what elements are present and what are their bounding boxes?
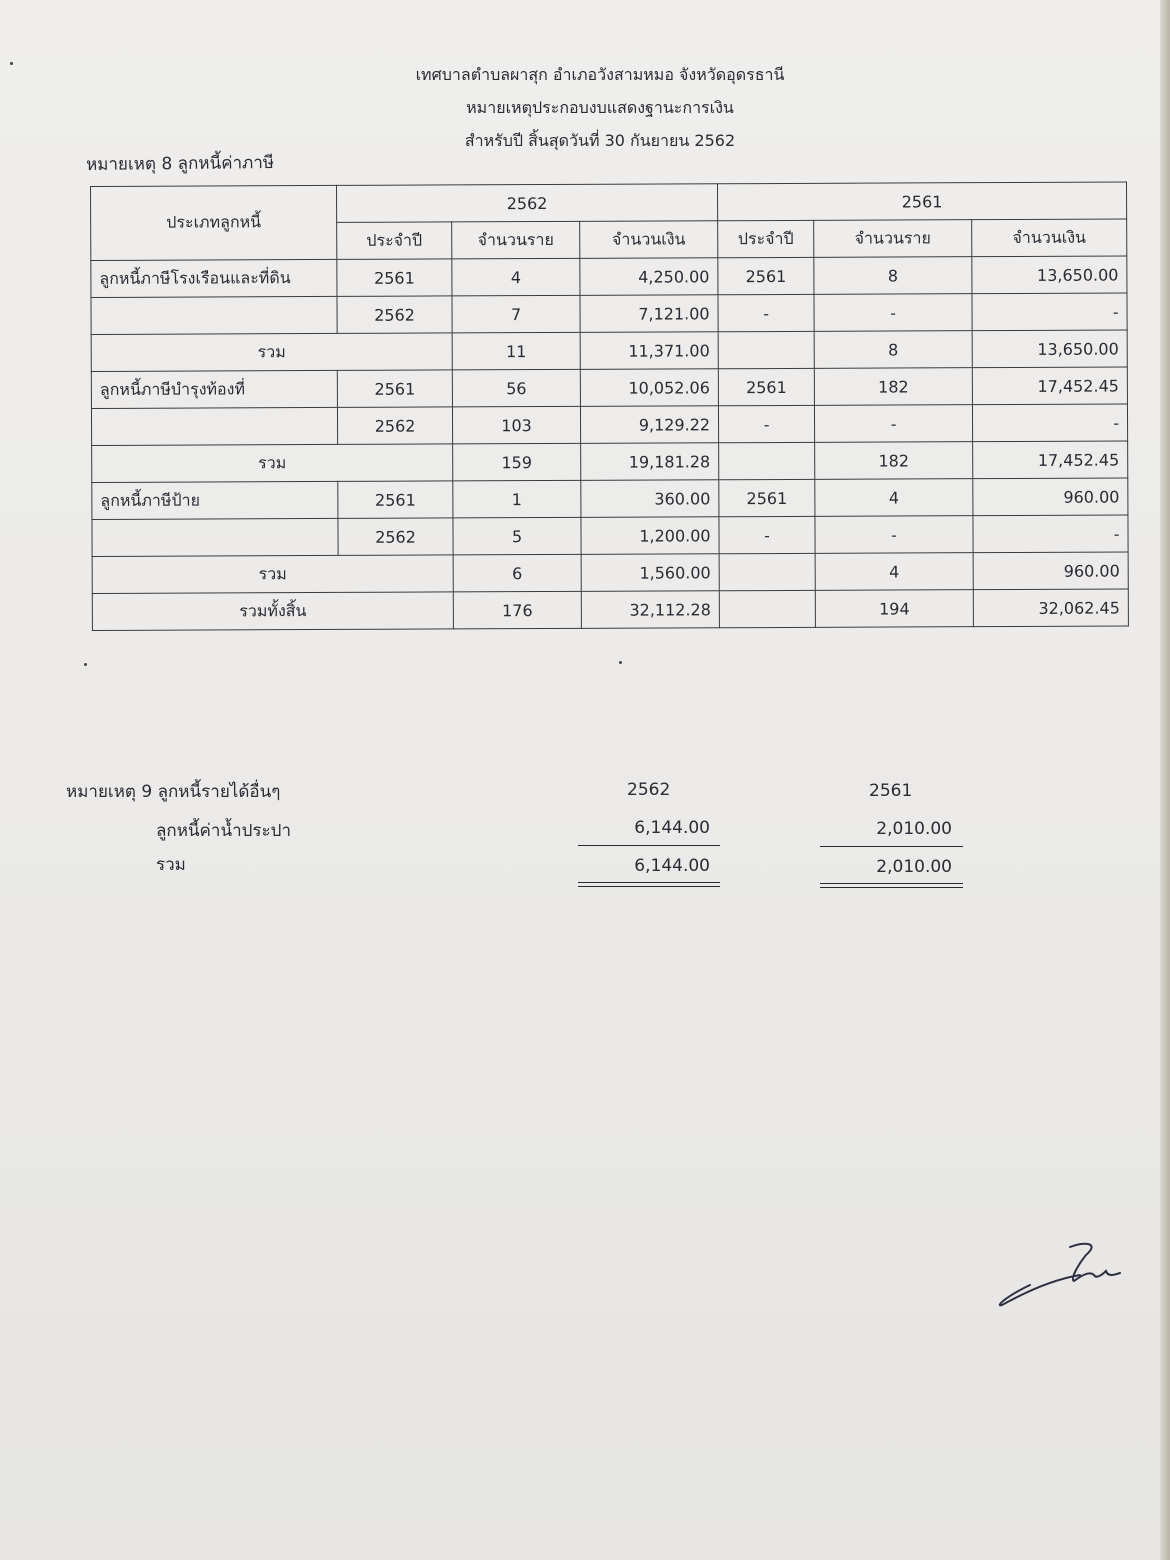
note9-item-label: ลูกหนี้ค่าน้ำประปา	[156, 821, 292, 841]
note9-title: หมายเหตุ 9 ลูกหนี้รายได้อื่นๆ	[66, 782, 281, 802]
group-name: ลูกหนี้ภาษีบำรุงท้องที่	[91, 370, 337, 408]
cell-count-b: -	[815, 516, 973, 554]
subtotal-row	[92, 552, 1128, 594]
subheader-count-b: จำนวนราย	[814, 220, 972, 258]
header-debtor-type: ประเภทลูกหนี้	[91, 185, 337, 260]
subtotal-year-b	[719, 553, 815, 590]
note9-year-a: 2562	[627, 780, 671, 800]
cell-year-a: 2561	[337, 259, 452, 297]
cell-year-b: -	[718, 405, 814, 442]
table-row	[91, 404, 1127, 446]
cell-year-b: 2561	[719, 479, 815, 516]
subtotal-label: รวม	[92, 555, 453, 594]
subtotal-amount-a: 19,181.28	[581, 443, 719, 481]
subtotal-year-b	[719, 442, 815, 479]
header-line-1: เทศบาลตำบลผาสุก อำเภอวังสามหมอ จังหวัดอุดรธานี	[415, 65, 785, 84]
grand-total-year-b	[719, 590, 815, 627]
subtotal-count-a: 159	[453, 443, 581, 481]
group-name-empty	[91, 407, 337, 445]
cell-count-a: 5	[453, 517, 581, 555]
subtotal-count-a: 11	[452, 332, 580, 370]
subtotal-count-b: 8	[814, 331, 972, 369]
note9-total-amount-b: 2,010.00	[876, 857, 952, 877]
cell-year-a: 2562	[337, 296, 452, 334]
grand-total-row	[92, 589, 1128, 631]
cell-amount-a: 4,250.00	[580, 258, 718, 296]
subtotal-label: รวม	[91, 333, 452, 372]
subtotal-amount-a: 11,371.00	[580, 332, 718, 370]
cell-count-a: 7	[452, 295, 580, 333]
grand-total-count-b: 194	[815, 590, 973, 628]
group-name: ลูกหนี้ภาษีป้าย	[92, 481, 338, 519]
grand-total-amount-b: 32,062.45	[973, 589, 1128, 627]
header-year-2562: 2562	[336, 184, 717, 223]
group-name-empty	[92, 518, 338, 556]
note9-item-amount-a: 6,144.00	[634, 818, 710, 838]
subtotal-amount-b: 17,452.45	[973, 441, 1128, 479]
subtotal-count-b: 4	[815, 553, 973, 591]
cell-year-a: 2561	[338, 481, 453, 519]
note9-double-underline-b-top	[820, 883, 963, 884]
note9-double-underline-b-bottom	[820, 887, 963, 888]
subheader-year-a: ประจำปี	[337, 222, 452, 260]
cell-year-b: -	[718, 294, 814, 331]
subtotal-row	[91, 330, 1127, 372]
cell-year-a: 2562	[338, 518, 453, 556]
paper-edge	[1160, 0, 1170, 1560]
table-row	[91, 367, 1127, 409]
cell-amount-b: 13,650.00	[972, 256, 1127, 294]
cell-year-b: 2561	[718, 257, 814, 294]
subtotal-label: รวม	[92, 444, 453, 483]
subtotal-count-b: 182	[815, 442, 973, 480]
subheader-amount-a: จำนวนเงิน	[580, 221, 718, 259]
cell-count-b: -	[814, 405, 972, 443]
table-row	[91, 293, 1127, 335]
cell-count-a: 103	[452, 406, 580, 444]
subheader-amount-b: จำนวนเงิน	[972, 219, 1127, 257]
note9-year-b: 2561	[869, 781, 913, 801]
cell-count-a: 4	[452, 258, 580, 296]
cell-amount-b: -	[972, 293, 1127, 331]
grand-total-count-a: 176	[453, 591, 581, 629]
ink-speck	[619, 661, 622, 664]
header-line-2: หมายเหตุประกอบงบแสดงฐานะการเงิน	[466, 98, 734, 117]
cell-amount-b: 960.00	[973, 478, 1128, 516]
subtotal-amount-b: 960.00	[973, 552, 1128, 590]
subtotal-year-b	[718, 331, 814, 368]
group-name: ลูกหนี้ภาษีโรงเรือนและที่ดิน	[91, 259, 337, 297]
cell-amount-b: -	[973, 515, 1128, 553]
cell-year-b: -	[719, 516, 815, 553]
cell-amount-a: 9,129.22	[580, 406, 718, 444]
cell-amount-b: -	[972, 404, 1127, 442]
header-year-2561: 2561	[718, 182, 1127, 221]
tax-receivables-table	[90, 181, 1129, 631]
ink-speck	[10, 62, 13, 65]
subheader-count-a: จำนวนราย	[452, 221, 580, 259]
cell-amount-a: 10,052.06	[580, 369, 718, 407]
note9-double-underline-a-bottom	[578, 886, 720, 887]
note9-double-underline-a-top	[578, 882, 720, 883]
cell-year-b: 2561	[718, 368, 814, 405]
cell-year-a: 2561	[337, 370, 452, 408]
grand-total-label: รวมทั้งสิ้น	[92, 592, 453, 631]
cell-count-a: 56	[452, 369, 580, 407]
subtotal-count-a: 6	[453, 554, 581, 592]
cell-amount-a: 360.00	[581, 480, 719, 518]
table-row	[91, 256, 1127, 298]
ink-speck	[84, 663, 87, 666]
subheader-year-b: ประจำปี	[718, 220, 814, 257]
subtotal-row	[92, 441, 1128, 483]
cell-year-a: 2562	[337, 407, 452, 445]
cell-amount-a: 1,200.00	[581, 517, 719, 555]
grand-total-amount-a: 32,112.28	[581, 591, 719, 629]
note9-total-amount-a: 6,144.00	[634, 856, 710, 876]
table-row	[92, 515, 1128, 557]
header-line-3: สำหรับปี สิ้นสุดวันที่ 30 กันยายน 2562	[464, 131, 736, 150]
cell-amount-b: 17,452.45	[972, 367, 1127, 405]
table-header-row	[91, 182, 1127, 224]
cell-count-a: 1	[453, 480, 581, 518]
document-header	[300, 58, 900, 157]
subtotal-amount-a: 1,560.00	[581, 554, 719, 592]
group-name-empty	[91, 296, 337, 334]
signature-icon	[990, 1235, 1130, 1315]
note8-title: หมายเหตุ 8 ลูกหนี้ค่าภาษี	[85, 153, 275, 175]
note9-underline-b	[820, 846, 963, 847]
note9-item-amount-b: 2,010.00	[876, 819, 952, 839]
cell-count-b: 8	[814, 257, 972, 295]
table-row	[92, 478, 1128, 520]
cell-count-b: 4	[815, 479, 973, 517]
cell-amount-a: 7,121.00	[580, 295, 718, 333]
note9-total-label: รวม	[156, 855, 186, 875]
note9-underline-a	[578, 845, 720, 846]
subtotal-amount-b: 13,650.00	[972, 330, 1127, 368]
cell-count-b: 182	[814, 368, 972, 406]
cell-count-b: -	[814, 294, 972, 332]
